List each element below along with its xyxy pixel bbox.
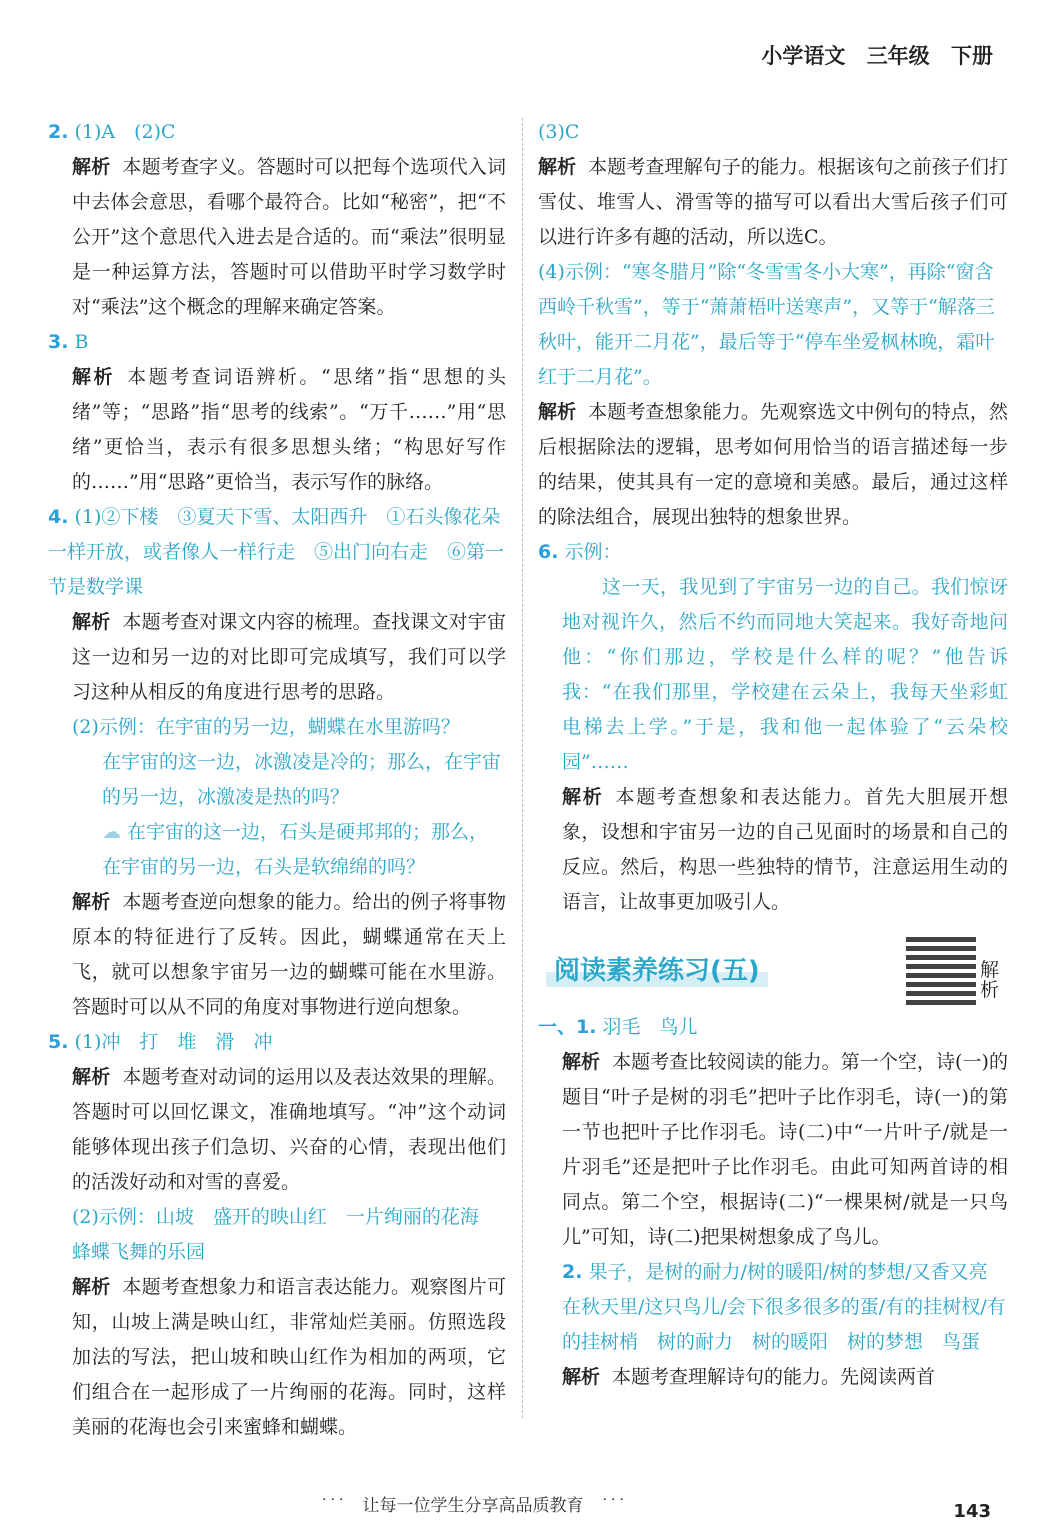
qr-code-icon[interactable] <box>906 935 976 1005</box>
q6-story: 这一天，我见到了宇宙另一边的自己。我们惊讶地对视许久，然后不约而同地大笑起来。我好奇地问他：“你们那边，学校是什么样的呢？”他告诉我：“在我们那里，学校建在云朵上，我每天坐彩虹电梯去上学。”于是，我和他一起体验了“云朵校园”…… <box>562 576 1008 773</box>
q2-analysis: 解析 本题考查字义。答题时可以把每个选项代入词中去体会意思，看哪个最符合。比如“秘密”，把“不公开”这个意思代入进去是合适的。而“乘法”很明显是一种运算方法，答题时可以借助平时学习数学时对“乘法”这个概念的理解来确定答案。 <box>72 156 506 318</box>
s1-analysis: 解析 本题考查比较阅读的能力。第一个空，诗(一)的题目“叶子是树的羽毛”把叶子比作羽毛，诗(一)的第一节也把叶子比作羽毛。诗(二)中“一片叶子/就是一片羽毛”还是把叶子比作羽毛。由此可知两首诗的相同点。第二个空，根据诗(二)“一棵果树/就是一只鸟儿”可知，诗(二)把果树想象成了鸟儿。 <box>562 1051 1008 1248</box>
q4-analysis1: 解析 本题考查对课文内容的梳理。查找课文对宇宙这一边和另一边的对比即可完成填写，我们可以学习这种从相反的角度进行思考的思路。 <box>72 611 506 703</box>
column-divider <box>522 118 523 1418</box>
q3-answer: 3. B <box>48 331 89 353</box>
q4-answer2b: 在宇宙的这一边，冰激凌是冷的；那么，在宇宙的另一边，冰激凌是热的吗？ <box>102 751 502 808</box>
q2-answer: 2. (1)A (2)C <box>48 121 176 143</box>
page-header <box>747 40 993 70</box>
q5-answer2: (2)示例：山坡 盛开的映山红 一片绚丽的花海 蜂蝶飞舞的乐园 <box>72 1206 498 1263</box>
q4-answer1: 4. (1)②下楼 ③夏天下雪、太阳西升 ①石头像花朵一样开放，或者像人一样行走 ⑤出门向右走 ⑥第一节是数学课 <box>48 506 505 598</box>
q6-answer: 6. 示例： <box>538 541 622 563</box>
section-title: 阅读素养练习(五) <box>546 950 768 987</box>
right-column <box>538 115 1008 920</box>
section-answers <box>538 1010 1008 1395</box>
subject: 小学语文 <box>761 44 846 68</box>
q5-analysis2: 解析 本题考查想象力和语言表达能力。观察图片可知，山坡上满是映山红，非常灿烂美丽。仿照选段加法的写法，把山坡和映山红作为相加的两项，它们组合在一起形成了一片绚丽的花海。同时，这样美丽的花海也会引来蜜蜂和蝴蝶。 <box>72 1276 506 1438</box>
page-number: 143 <box>953 1501 991 1522</box>
q5-analysis1: 解析 本题考查对动词的运用以及表达效果的理解。答题时可以回忆课文，准确地填写。“冲”这个动词能够体现出孩子们急切、兴奋的心情，表现出他们的活泼好动和对雪的喜爱。 <box>72 1066 506 1193</box>
q4r-answer: (4)示例：“寒冬腊月”除“冬雪雪冬小大寒”，再除“窗含西岭千秋雪”，等于“萧萧梧叶送寒声”，又等于“解落三秋叶，能开二月花”，最后等于“停车坐爱枫林晚，霜叶红于二月花”。 <box>538 261 995 388</box>
q4-analysis2: 解析 本题考查逆向想象的能力。给出的例子将事物原本的特征进行了反转。因此，蝴蝶通常在天上飞，就可以想象宇宙另一边的蝴蝶可能在水里游。答题时可以从不同的角度对事物进行逆向想象。 <box>72 891 506 1018</box>
q3-analysis: 解析 本题考查词语辨析。“思绪”指“思想的头绪”等；“思路”指“思考的线索”。“万千……”用“思绪”更恰当，表示有很多思想头绪；“构思好写作的……”用“思路”更恰当，表示写作的脉络。 <box>72 366 506 493</box>
q5-answer1: 5. (1)冲 打 堆 滑 冲 <box>48 1031 273 1053</box>
cloud-icon: ☁ <box>102 821 121 843</box>
qr-label: 解析 <box>980 959 1000 1001</box>
q4-answer2: (2)示例：在宇宙的另一边，蝴蝶在水里游吗？ <box>72 716 460 738</box>
q3c-answer: (3)C <box>538 121 580 143</box>
q3c-analysis: 解析 本题考查理解句子的能力。根据该句之前孩子们打雪仗、堆雪人、滑雪等的描写可以看出大雪后孩子们可以进行许多有趣的活动，所以选C。 <box>538 156 1008 248</box>
volume: 下册 <box>951 44 993 68</box>
grade: 三年级 <box>866 44 930 68</box>
s1-answer: 一、1. 羽毛 鸟儿 <box>538 1016 698 1038</box>
footer-slogan: ˙˙˙ 让每一位学生分享高品质教育 ˙˙˙ <box>320 1496 626 1516</box>
s2-analysis: 解析 本题考查理解诗句的能力。先阅读两首 <box>562 1366 936 1388</box>
q6-analysis: 解析 本题考查想象和表达能力。首先大胆展开想象，设想和宇宙另一边的自己见面时的场景和自己的反应。然后，构思一些独特的情节，注意运用生动的语言，让故事更加吸引人。 <box>562 786 1008 913</box>
s2-answer: 2. 果子，是树的耐力/树的暖阳/树的梦想/又香又亮 在秋天里/这只鸟儿/会下很多很多的蛋/有的挂树杈/有的挂树梢 树的耐力 树的暖阳 树的梦想 鸟蛋 <box>562 1261 1007 1353</box>
left-column <box>48 115 506 1445</box>
q4-answer2c: ☁ 在宇宙的这一边，石头是硬邦邦的；那么，在宇宙的另一边，石头是软绵绵的吗？ <box>102 821 489 878</box>
q4r-analysis: 解析 本题考查想象能力。先观察选文中例句的特点，然后根据除法的逻辑，思考如何用恰当的语言描述每一步的结果，使其具有一定的意境和美感。最后，通过这样的除法组合，展现出独特的想象世界。 <box>538 401 1008 528</box>
